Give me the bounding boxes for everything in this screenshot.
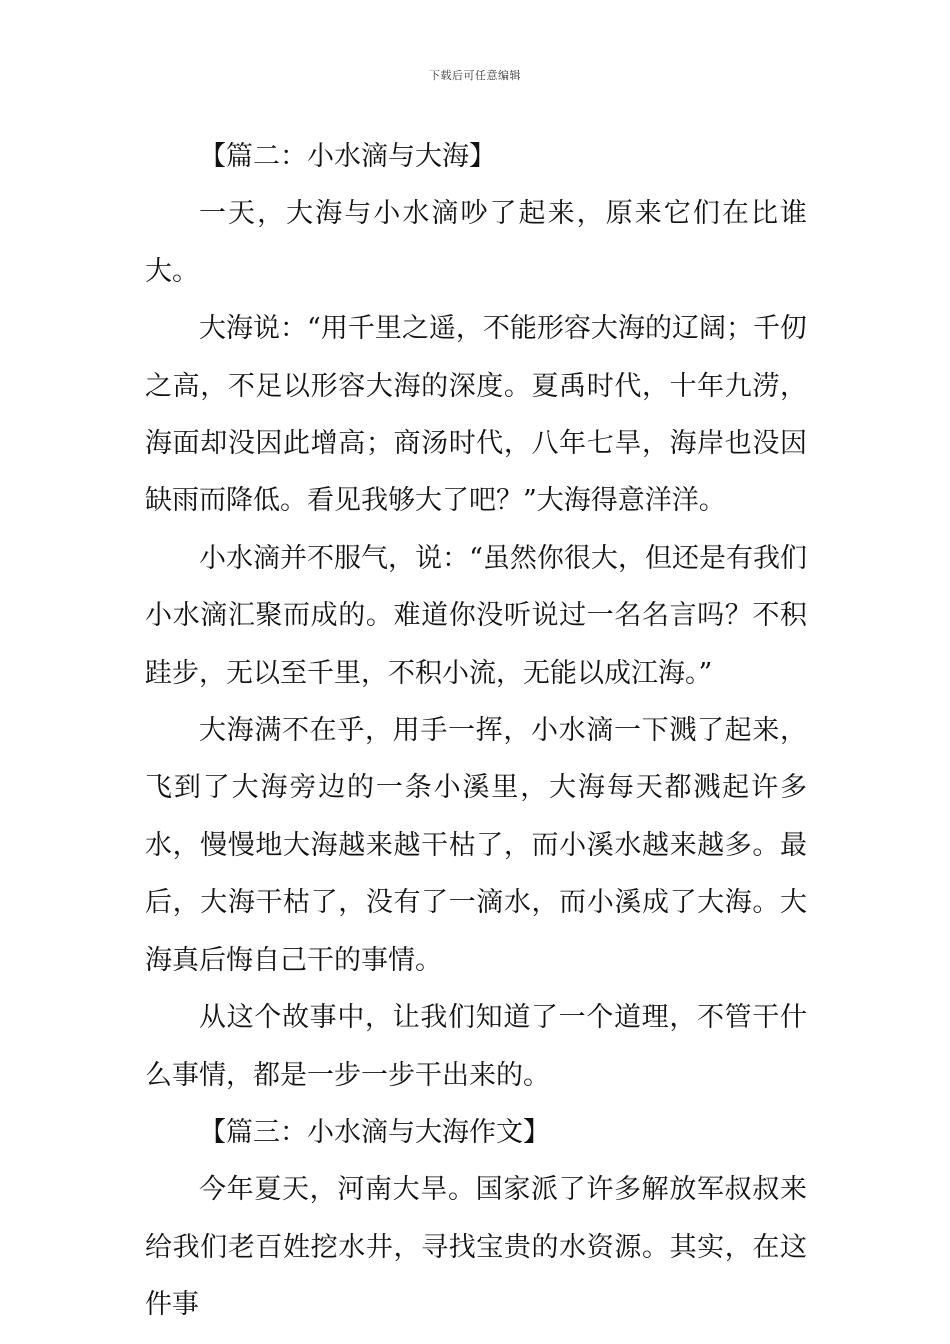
paragraph-line: 从这个故事中，让我们知道了一个道理，不管干什么 [145, 1002, 807, 1091]
paragraph-line: 大海满不在乎，用手一挥，小水滴一下溅了起来，飞 [145, 715, 807, 804]
paragraph-line: 今年夏天，河南大旱。国家派了许多解放军叔叔来给 [145, 1174, 807, 1263]
paragraph-line: 步，无以至千里，不积小流，无能以成江海。” [172, 657, 713, 689]
paragraph-line: 面却没因此增高；商汤时代，八年七旱，海岸也没因缺雨 [145, 428, 807, 517]
paragraph-line: 小水滴汇聚而成的。难道你没听说过一名名言吗？不积跬 [145, 600, 807, 689]
paragraph-line: 一天，大海与小水滴吵了起来，原来它们在比谁大。 [145, 198, 807, 287]
paragraph-line: 慢地大海越来越干枯了，而小溪水越来越多。最后，大海 [145, 829, 808, 919]
section-heading: 【篇二：小水滴与大海】 [199, 141, 496, 172]
paragraph-line: 而降低。看见我够大了吧？”大海得意洋洋。 [199, 485, 726, 517]
header-note: 下载后可任意编辑 [429, 69, 521, 82]
document-body [145, 128, 807, 1334]
paragraph-line: 小水滴并不服气，说：“虽然你很大，但还是有我们 [199, 542, 807, 574]
paragraph-line: 之高，不足以形容大海的深度。夏禹时代，十年九涝，海 [145, 370, 807, 460]
paragraph-line: 到了大海旁边的一条小溪里，大海每天都溅起许多水，慢 [145, 772, 808, 861]
paragraph [145, 989, 807, 1104]
paragraph [145, 185, 807, 300]
section-heading: 【篇三：小水滴与大海作文】 [199, 1116, 550, 1148]
paragraph-line: 事情，都是一步一步干出来的。 [172, 1059, 550, 1091]
paragraph [145, 300, 807, 530]
paragraph [145, 1161, 807, 1333]
paragraph-line: 干枯了，没有了一滴水，而小溪成了大海。大海真后悔自 [145, 887, 808, 976]
paragraph-line: 我们老百姓挖水井，寻找宝贵的水资源。其实，在这件事 [145, 1231, 807, 1321]
paragraph-line: 大海说：“用千里之遥，不能形容大海的辽阔；千仞 [199, 313, 807, 345]
paragraph [145, 530, 807, 702]
paragraph [145, 702, 807, 989]
paragraph-line: 己干的事情。 [280, 944, 442, 976]
